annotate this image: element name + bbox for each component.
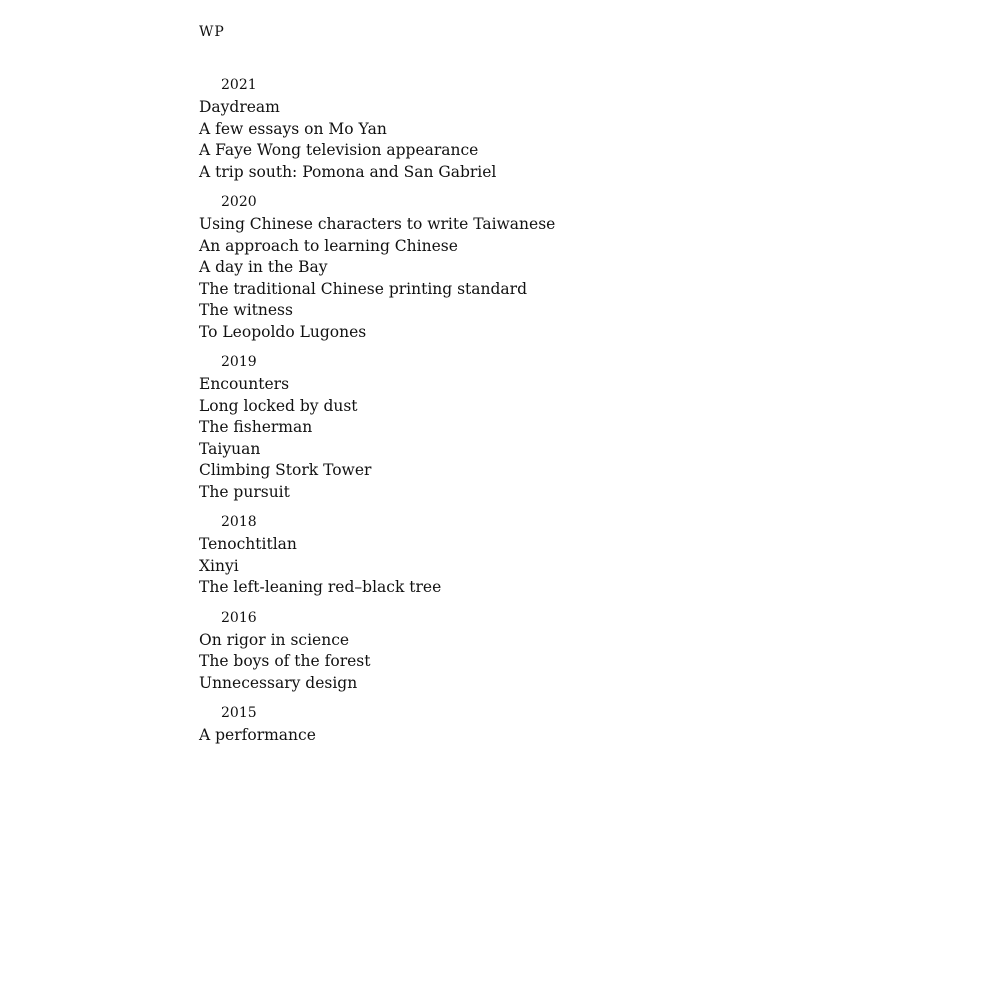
list-item	[199, 139, 1000, 161]
list-item	[199, 481, 1000, 503]
post-list	[199, 629, 1000, 694]
post-link[interactable]: Tenochtitlan	[199, 535, 297, 553]
list-item	[199, 555, 1000, 577]
list-item	[199, 395, 1000, 417]
post-link[interactable]: The left-leaning red–black tree	[199, 578, 442, 596]
list-item	[199, 724, 1000, 746]
post-list	[199, 373, 1000, 502]
year-section	[199, 703, 1000, 746]
post-link[interactable]: Encounters	[199, 375, 290, 393]
year-heading: 2021	[221, 77, 257, 93]
list-item	[199, 213, 1000, 235]
list-item	[199, 533, 1000, 555]
post-list	[199, 213, 1000, 342]
post-link[interactable]: A Faye Wong television appearance	[199, 141, 479, 159]
post-link[interactable]: A trip south: Pomona and San Gabriel	[199, 162, 497, 181]
post-link[interactable]: Climbing Stork Tower	[199, 461, 372, 479]
list-item	[199, 321, 1000, 343]
post-link[interactable]: The witness	[199, 301, 293, 319]
post-link[interactable]: Unnecessary design	[199, 673, 358, 692]
post-link[interactable]: Daydream	[199, 98, 280, 116]
year-section	[199, 192, 1000, 342]
post-archive	[199, 75, 1000, 746]
list-item	[199, 438, 1000, 460]
post-link[interactable]: The traditional Chinese printing standard	[199, 279, 528, 298]
post-link[interactable]: On rigor in science	[199, 630, 350, 649]
list-item	[199, 650, 1000, 672]
list-item	[199, 256, 1000, 278]
post-link[interactable]: A day in the Bay	[199, 258, 328, 276]
list-item	[199, 278, 1000, 300]
list-item	[199, 235, 1000, 257]
list-item	[199, 299, 1000, 321]
year-heading: 2015	[221, 705, 257, 721]
list-item	[199, 373, 1000, 395]
post-link[interactable]: The boys of the forest	[199, 652, 371, 670]
year-heading: 2016	[221, 609, 257, 626]
post-link[interactable]: An approach to learning Chinese	[199, 236, 458, 255]
year-section	[199, 352, 1000, 502]
post-list	[199, 724, 1000, 746]
post-link[interactable]: A few essays on Mo Yan	[199, 119, 387, 138]
list-item	[199, 161, 1000, 183]
year-heading: 2019	[221, 354, 257, 370]
list-item	[199, 96, 1000, 118]
list-item	[199, 629, 1000, 651]
post-link[interactable]: Taiyuan	[199, 439, 261, 458]
post-link[interactable]: The pursuit	[199, 482, 290, 501]
post-list	[199, 96, 1000, 182]
post-link[interactable]: The fisherman	[199, 418, 313, 436]
list-item	[199, 118, 1000, 140]
post-list	[199, 533, 1000, 598]
post-link[interactable]: Long locked by dust	[199, 396, 358, 415]
post-link[interactable]: A performance	[199, 726, 316, 744]
year-section	[199, 75, 1000, 182]
year-section	[199, 512, 1000, 598]
year-heading: 2020	[221, 194, 257, 210]
post-link[interactable]: To Leopoldo Lugones	[199, 322, 367, 341]
year-section	[199, 608, 1000, 694]
post-link[interactable]: Using Chinese characters to write Taiwanese	[199, 215, 556, 233]
post-link[interactable]: Xinyi	[199, 556, 239, 575]
list-item	[199, 672, 1000, 694]
list-item	[199, 416, 1000, 438]
list-item	[199, 576, 1000, 598]
year-heading: 2018	[221, 514, 257, 530]
site-logo[interactable]: WP	[199, 24, 225, 40]
list-item	[199, 459, 1000, 481]
